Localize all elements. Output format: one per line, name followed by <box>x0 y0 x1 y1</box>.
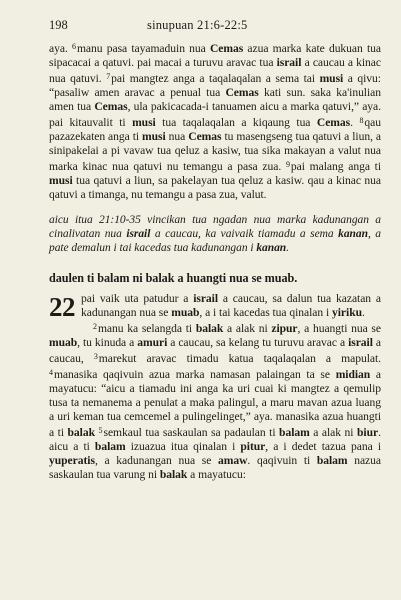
text-run: pai malang anga ti <box>290 159 382 173</box>
text-run: marekut aravac timadu katua taqalaqalan a mapulat. <box>98 351 381 365</box>
text-run: nua <box>165 129 189 143</box>
text-run: , a huangti nua se <box>297 322 381 336</box>
text-run: aya. <box>49 42 73 55</box>
verse-number: 4 <box>49 367 53 377</box>
text-run: tua taqalaqalan a kiqaung tua <box>155 115 317 129</box>
text-run: a mayatucu: <box>187 467 246 481</box>
text-run: nazua saskaulan tua varung ni <box>49 453 381 481</box>
text-run: a alak ni <box>223 322 272 336</box>
text-run: a caucau a kinac nua qatuvi. <box>49 55 381 85</box>
running-head-title: sinupuan 21:6-22:5 <box>147 18 248 32</box>
verse-number: 9 <box>285 159 290 169</box>
text-run: pai vaik uta patudur a <box>81 292 194 306</box>
bold-term: balam <box>316 453 348 467</box>
text-run: , a kadunangan nua se <box>94 453 218 467</box>
text-run: , tu kinuda a <box>77 336 138 350</box>
bold-term: zipur <box>271 322 298 336</box>
bold-term: Cemas <box>316 115 351 129</box>
text-run: aicu itua 21:10-35 vincikan tua ngadan nua marka kadunangan a cinalivatan nua <box>49 214 381 241</box>
bold-term: musi <box>319 71 344 85</box>
text-run: . <box>362 306 365 320</box>
bold-term: kanan <box>256 242 287 255</box>
verse-number: 6 <box>72 42 76 51</box>
text-run: manu ka selangda ti <box>97 322 196 336</box>
bold-term: musi <box>49 173 73 187</box>
bold-term: balam <box>279 425 310 439</box>
text-run: , a i dedet tazua pana i <box>265 439 382 453</box>
text-run: . <box>286 242 289 255</box>
verse-number: 3 <box>93 351 98 361</box>
chapter-note <box>49 214 381 256</box>
bold-term: balak <box>67 425 95 439</box>
bold-term: balak <box>195 322 224 336</box>
text-run: azua marka kate dukuan tua sipacacai a qatuvi. pai macai a turuvu aravac tua <box>49 42 382 69</box>
text-run: . aicu a ti <box>49 425 381 453</box>
text-run: a alak ni <box>309 425 358 439</box>
bold-term: Cemas <box>225 85 259 99</box>
section-heading: daulen ti balam ni balak a huangti nua se muab. <box>49 271 298 286</box>
text-run: manasika qaqivuin azua marka namasan palaingan ta se <box>53 367 336 381</box>
text-run: . qaqivuin ti <box>247 453 317 467</box>
text-run: pai mangtez anga a taqalaqalan a sema tai <box>111 71 320 85</box>
verse-number: 7 <box>106 71 111 81</box>
bold-term: muab <box>49 336 78 350</box>
bold-term: biur <box>357 425 379 439</box>
text-run: kati sun. saka ka'inulian amen tua <box>49 85 381 113</box>
bold-term: amaw <box>217 453 248 467</box>
bold-term: musi <box>142 129 166 143</box>
bold-term: Cemas <box>94 99 128 113</box>
bold-term: yiriku <box>332 306 362 320</box>
top-passage <box>49 40 381 201</box>
page-number: 198 <box>49 18 68 32</box>
text-run: manu pasa tayamaduin nua <box>76 42 210 55</box>
text-run: a caucau, ka vaivaik tiamadu a sema <box>150 228 339 241</box>
text-run: tu masengseng tua qatuvi a liun, a sinipakelai a pi vavaw tua qeluz a kasiw, tua sika makayan a valut nua marka kinac nua qatuvi nu temangu a pasa zua. <box>49 129 382 173</box>
chapter-passage-2 <box>49 320 381 481</box>
text-run: a caucau, sa kelang tu turuvu aravac a <box>167 336 349 350</box>
text-run: , a pate demalun i tai kacedas tua kadunangan i <box>49 228 381 255</box>
scripture-body <box>49 40 381 482</box>
bold-term: pitur <box>240 439 266 453</box>
verse-number: 2 <box>93 322 97 332</box>
text-run: , ula pakicacada-i tanuamen aicu a marka qatuvi,” aya. pai kitauvalit ti <box>49 99 381 129</box>
text-run: izuazua itua qinalan i <box>125 439 241 453</box>
verse-number: 5 <box>98 425 103 435</box>
bold-term: muab <box>171 306 200 320</box>
text-run: a caucau, sa dalun tua kazatan a kadunangan nua se <box>81 292 381 320</box>
verse-number: 8 <box>359 115 364 125</box>
bold-term: Cemas <box>209 42 244 55</box>
running-head <box>49 18 381 40</box>
bold-term: israil <box>193 292 219 306</box>
text-run: , a i tai kacedas tua qinalan i <box>199 306 333 320</box>
text-run: semkaul tua saskaulan sa padaulan ti <box>103 425 280 439</box>
bold-term: balam <box>94 439 126 453</box>
text-run: a mayatucu: “aicu a tiamadu ini anga ka uri cuai ki mangtez a qemulip tusa ta nemanema a penulat a maka palingul, a maru mavan azua luang a uri keman tua cemcemel a pulingelinget,” aya. manasika azua huangti a ti <box>49 367 382 439</box>
bold-term: israil <box>126 228 151 241</box>
text-run: a qivu: “pasaliw amen aravac a penual tua <box>49 71 381 99</box>
text-run: a caucau, <box>49 336 381 365</box>
bold-term: midian <box>335 367 371 381</box>
bold-term: yuperatis <box>49 453 95 467</box>
bold-term: amuri <box>137 336 168 350</box>
bold-term: kanan <box>338 228 368 241</box>
text-run: . <box>350 115 360 129</box>
text-run <box>95 426 99 439</box>
text-run: qau pazazekaten anga ti <box>49 115 381 143</box>
bold-term: Cemas <box>188 129 222 143</box>
chapter-passage-1 <box>49 292 381 323</box>
bold-term: balak <box>159 467 188 481</box>
bold-term: israil <box>276 55 302 69</box>
bold-term: israil <box>348 336 373 350</box>
text-run: tua qatuvi a liun, sa pakelayan tua qeluz a kasiw. qau a kinac nua qatuvi a timanga, nu temangu a pasa zua, valut. <box>49 173 381 201</box>
bold-term: musi <box>132 115 156 129</box>
chapter-number: 22 <box>49 292 75 323</box>
